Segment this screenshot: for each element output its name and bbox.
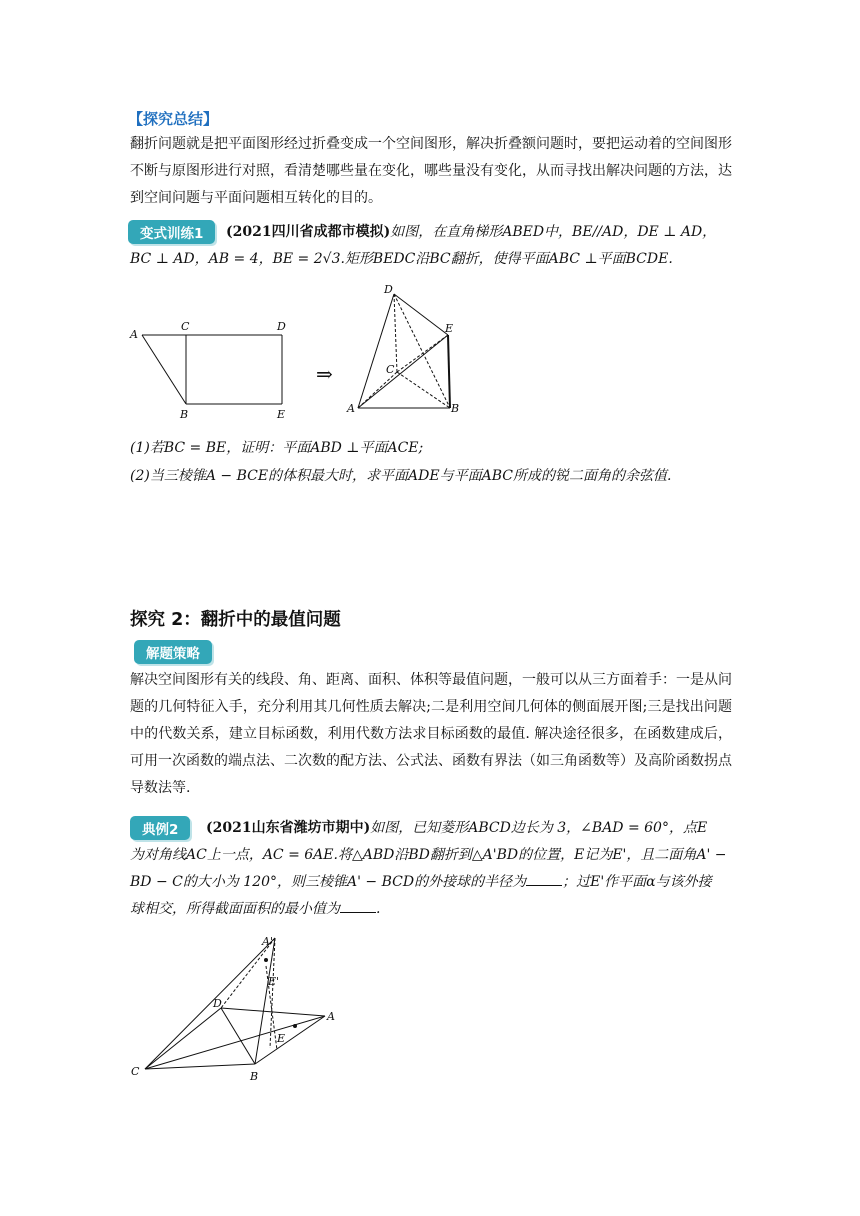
exercise-question-1: (1)若BC = BE，证明：平面ABD ⊥平面ACE; [130, 440, 424, 456]
label-left-E: E [277, 408, 286, 421]
label-right-D: D [384, 283, 393, 296]
example-line-1-text: 如图，已知菱形ABCD边长为 3，∠BAD = 60°，点E [370, 820, 708, 836]
explore2-heading: 探究 2：翻折中的最值问题 [130, 610, 341, 630]
label-E: E [277, 1032, 286, 1045]
summary-text: 翻折问题就是把平面图形经过折叠变成一个空间图形，解决折叠额问题时，要把运动着的空间图形不断与原图形进行对照，看清楚哪些量在变化，哪些量没有变化，从而寻找出解决问题的方法，达到空间问题与平面问题相互转化的目的。 [130, 136, 732, 206]
exercise-badge: 变式训练1 [128, 220, 215, 244]
exercise-source: (2021四川省成都市模拟) [226, 224, 391, 240]
label-right-A: A [347, 402, 355, 415]
label-A-prime: A' [262, 935, 273, 948]
folded-solid-figure [346, 283, 459, 415]
example-line-2: 为对角线AC上一点，AC = 6AE.将△ABD沿BD翻折到△A'BD的位置，E记为E'，且二面角A' − [130, 847, 727, 863]
exercise-line-1 [226, 219, 736, 246]
label-B: B [250, 1070, 259, 1083]
label-C: C [131, 1065, 140, 1078]
label-left-B: B [180, 408, 189, 421]
example-figure [125, 930, 355, 1090]
example-line-3 [130, 869, 732, 896]
label-right-C: C [386, 363, 395, 376]
strategy-badge: 解题策略 [134, 640, 212, 664]
label-right-B: B [451, 402, 460, 415]
exercise-figure [120, 280, 480, 425]
label-left-C: C [181, 320, 190, 333]
exercise-line-1-text: 如图，在直角梯形ABED中，BE//AD，DE ⊥ AD， [390, 224, 717, 240]
label-D: D [213, 997, 222, 1010]
answer-blank-1[interactable] [526, 871, 562, 886]
summary-title: 【探究总结】 [128, 110, 219, 128]
example-line-3-a: BD − C的大小为 120°，则三棱锥A' − BCD的外接球的半径为 [130, 874, 527, 890]
arrow-icon: ⇒ [316, 362, 333, 386]
strategy-text: 解决空间图形有关的线段、角、距离、面积、体积等最值问题，一般可以从三方面着手：一是从问题的几何特征入手，充分利用其几何性质去解决;二是利用空间几何体的侧面展开图;三是找出问题中的代数关系，建立目标函数，利用代数方法求目标函数的最值. 解决途径很多，在函数建成后，可用一次函数的端点法、二次数的配方法、公式法、函数有界法（如三角函数等）及高阶函数拐点导数法等. [130, 672, 732, 796]
example-line-4-b: . [376, 901, 381, 917]
answer-blank-2[interactable] [340, 898, 376, 913]
example-line-3-b: ；过E'作平面α与该外接 [562, 874, 712, 890]
exercise-line-2: BC ⊥ AD，AB = 4，BE = 2√3.矩形BEDC沿BC翻折，使得平面ABC ⊥平面BCDE. [130, 251, 673, 267]
label-E-prime: E' [268, 975, 280, 988]
example-source: (2021山东省潍坊市期中) [206, 820, 371, 836]
trapezoid-figure [129, 320, 286, 421]
label-A: A [327, 1010, 335, 1023]
label-left-A: A [130, 328, 138, 341]
exercise-question-2: (2)当三棱锥A − BCE的体积最大时，求平面ADE与平面ABC所成的锐二面角的余弦值. [130, 468, 672, 484]
label-left-D: D [277, 320, 286, 333]
example-badge: 典例2 [130, 816, 190, 840]
label-right-E: E [445, 322, 454, 335]
example-line-1 [206, 815, 736, 842]
example-line-4 [130, 896, 732, 923]
example-line-4-a: 球相交，所得截面面积的最小值为 [130, 901, 340, 917]
